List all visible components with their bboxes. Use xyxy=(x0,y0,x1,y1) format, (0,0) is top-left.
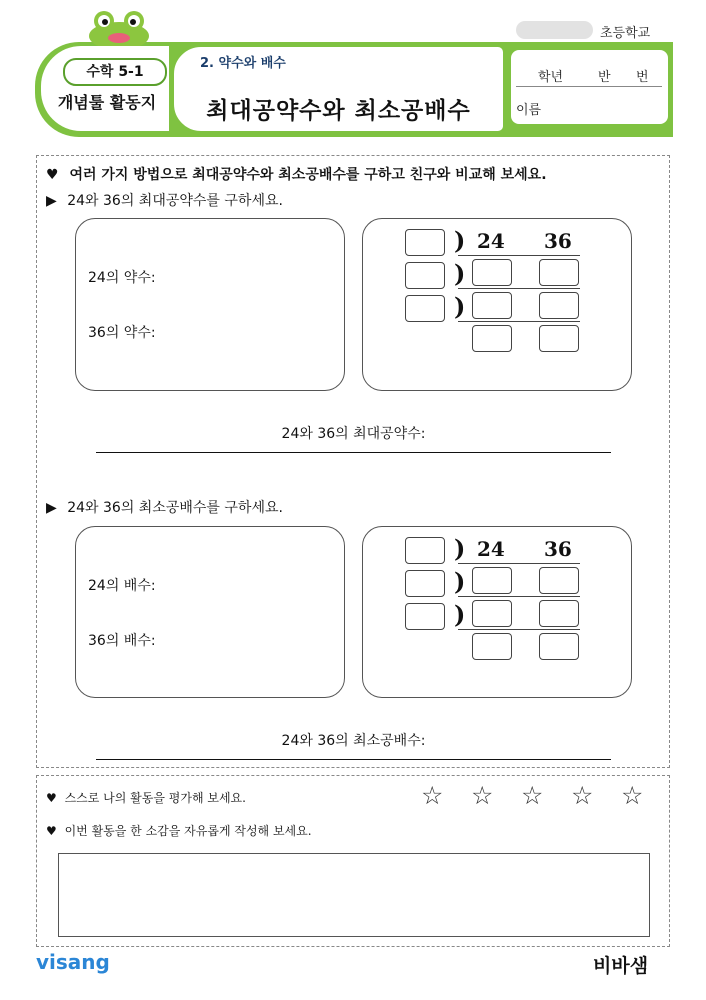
gcd-task: ▶ 24와 36의 최대공약수를 구하세요. xyxy=(46,193,283,209)
name-label[interactable]: 이름 xyxy=(516,103,542,118)
school-label: 초등학교 xyxy=(600,26,651,41)
number-36: 36 xyxy=(544,537,572,561)
gcd-answer-line[interactable] xyxy=(96,452,611,453)
lcm-quotient-input[interactable] xyxy=(539,600,579,627)
rating-star-4-icon[interactable]: ☆ xyxy=(571,781,594,810)
division-bracket: ) xyxy=(454,226,466,255)
gcd-divisor-input-2[interactable] xyxy=(405,262,445,289)
division-line xyxy=(458,563,580,564)
instruction-text: ♥ 여러 가지 방법으로 최대공약수와 최소공배수를 구하고 친구와 비교해 보세요. xyxy=(46,167,547,183)
frog-mascot-icon xyxy=(88,10,150,46)
reflection-prompt: ♥ 이번 활동을 한 소감을 자유롭게 작성해 보세요. xyxy=(46,824,312,838)
division-line xyxy=(458,288,580,289)
division-bracket: ) xyxy=(454,259,466,288)
gcd-divisor-box[interactable] xyxy=(75,218,345,391)
number-36: 36 xyxy=(544,229,572,253)
heart-icon: ♥ xyxy=(46,824,57,838)
division-line xyxy=(458,596,580,597)
number-24: 24 xyxy=(477,229,505,253)
self-eval-prompt: ♥ 스스로 나의 활동을 평가해 보세요. xyxy=(46,791,246,805)
lcm-quotient-input[interactable] xyxy=(472,600,512,627)
number-label: 번 xyxy=(636,70,649,85)
reflection-textarea[interactable] xyxy=(58,853,650,937)
gcd-quotient-input[interactable] xyxy=(472,325,512,352)
bibasam-logo: 비바샘 xyxy=(593,955,649,977)
division-bracket: ) xyxy=(454,567,466,596)
gcd-divisor-input-3[interactable] xyxy=(405,295,445,322)
subject-badge: 수학 5-1 xyxy=(63,58,167,86)
heart-icon: ♥ xyxy=(46,167,59,183)
lcm-divisor-input-2[interactable] xyxy=(405,570,445,597)
class-label: 반 xyxy=(598,70,611,85)
rating-star-3-icon[interactable]: ☆ xyxy=(521,781,544,810)
worksheet-label: 개념툴 활동지 xyxy=(57,93,157,112)
triangle-icon: ▶ xyxy=(46,193,57,209)
lcm-divisor-input-3[interactable] xyxy=(405,603,445,630)
gcd-item1-label: 24의 약수: xyxy=(88,270,156,286)
lcm-quotient-input[interactable] xyxy=(539,633,579,660)
gcd-quotient-input[interactable] xyxy=(539,325,579,352)
heart-icon: ♥ xyxy=(46,791,57,805)
lcm-quotient-input[interactable] xyxy=(539,567,579,594)
lcm-quotient-input[interactable] xyxy=(472,633,512,660)
rating-star-1-icon[interactable]: ☆ xyxy=(421,781,444,810)
rating-star-5-icon[interactable]: ☆ xyxy=(621,781,644,810)
lcm-task: ▶ 24와 36의 최소공배수를 구하세요. xyxy=(46,500,283,516)
lcm-quotient-input[interactable] xyxy=(472,567,512,594)
info-divider xyxy=(516,86,662,87)
unit-label: 2. 약수와 배수 xyxy=(200,56,286,71)
lcm-answer-line[interactable] xyxy=(96,759,611,760)
gcd-answer-label: 24와 36의 최대공약수: xyxy=(281,426,426,442)
number-24: 24 xyxy=(477,537,505,561)
lcm-answer-label: 24와 36의 최소공배수: xyxy=(281,733,426,749)
visang-logo: visang xyxy=(36,950,110,974)
division-line xyxy=(458,321,580,322)
rating-star-2-icon[interactable]: ☆ xyxy=(471,781,494,810)
gcd-quotient-input[interactable] xyxy=(539,259,579,286)
division-line xyxy=(458,255,580,256)
division-line xyxy=(458,629,580,630)
division-bracket: ) xyxy=(454,534,466,563)
lcm-item1-label: 24의 배수: xyxy=(88,578,156,594)
grade-label: 학년 xyxy=(538,70,564,85)
lcm-multiple-box[interactable] xyxy=(75,526,345,698)
triangle-icon: ▶ xyxy=(46,500,57,516)
gcd-quotient-input[interactable] xyxy=(472,259,512,286)
gcd-item2-label: 36의 약수: xyxy=(88,325,156,341)
division-bracket: ) xyxy=(454,292,466,321)
page-title: 최대공약수와 최소공배수 xyxy=(206,98,471,124)
school-name-field[interactable] xyxy=(516,21,593,39)
gcd-quotient-input[interactable] xyxy=(472,292,512,319)
lcm-divisor-input-1[interactable] xyxy=(405,537,445,564)
gcd-quotient-input[interactable] xyxy=(539,292,579,319)
division-bracket: ) xyxy=(454,600,466,629)
lcm-item2-label: 36의 배수: xyxy=(88,633,156,649)
gcd-divisor-input-1[interactable] xyxy=(405,229,445,256)
